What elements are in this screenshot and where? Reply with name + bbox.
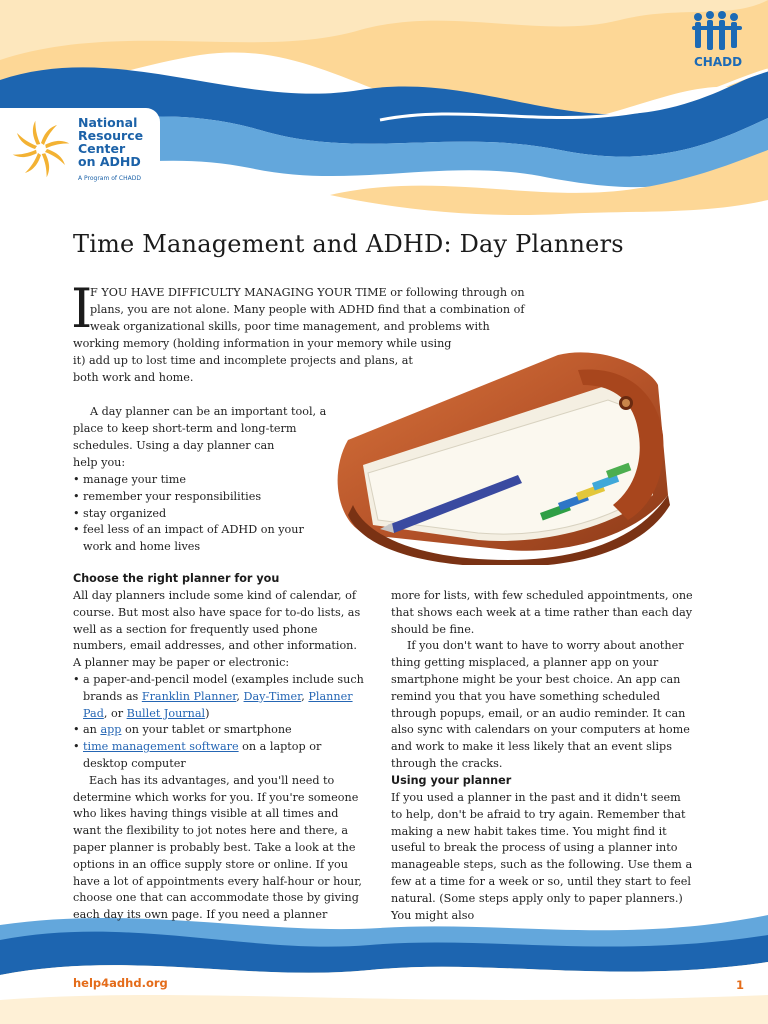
section1-para2: Each has its advantages, and you'll need to determine which works for you. If you're someone who likes having things visible at all times and want the flexibility to jot notes here and there, a paper planner is probably best. Take a look at the options in an office supply store or online. If you have a lot of appointments every half-hour or hour, choose one that can accommodate those by giving each day its own page. If you need a planner [73, 773, 362, 922]
nrc-line-4: on ADHD [78, 154, 141, 169]
list-item-software: • time management software on a laptop or desktop computer [73, 739, 365, 773]
para2-line-3: schedules. Using a day planner can [73, 439, 275, 452]
para2-line-4: help you: [73, 456, 126, 469]
sunburst-icon [10, 118, 72, 180]
link-franklin-planner[interactable]: Franklin Planner [141, 689, 237, 703]
para2-line-2: place to keep short-term and long-term [73, 422, 297, 435]
link-day-timer[interactable]: Day-Timer [243, 689, 302, 703]
right-column [391, 588, 695, 773]
list-item-paper: • a paper-and-pencil model (examples include such brands as Franklin Planner, Day-Timer, Planner Pad, or Bullet Journal) [73, 672, 365, 722]
right-para1: more for lists, with few scheduled appointments, one that shows each week at a time rather than each day should be fine. [391, 589, 693, 636]
link-planner-pad[interactable]: Planner Pad [83, 689, 353, 720]
section-heading-choose: Choose the right planner for you [73, 572, 280, 585]
right-column-lower [391, 790, 695, 924]
help-list [73, 472, 308, 556]
nrc-line-3: Center [78, 141, 126, 156]
page-title: Time Management and ADHD: Day Planners [73, 230, 624, 258]
intro-line-4: working memory (holding information in your memory while using [73, 337, 452, 350]
drop-cap: I [71, 277, 93, 340]
list-item: • feel less of an impact of ADHD on your work and home lives [73, 522, 308, 556]
bottom-wave-cream-tail [0, 995, 768, 1024]
day-planner-image [308, 345, 708, 565]
link-app[interactable]: app [100, 723, 122, 737]
nrc-logo-text [78, 116, 160, 168]
nrc-subtitle: A Program of CHADD [78, 175, 141, 182]
left-column [73, 588, 365, 924]
planner-types-list [73, 672, 365, 773]
list-item: • manage your time [73, 472, 308, 489]
para2-line-1: A day planner can be an important tool, a [90, 405, 327, 418]
section1-para1: All day planners include some kind of calendar, of course. But most also have space for to-do lists, as well as a section for frequently used phone numbers, email addresses, and other information. A planner may be paper or electronic: [73, 589, 361, 670]
intro-line-5: it) add up to lost time and incomplete projects and plans, at [73, 354, 413, 367]
nrc-line-2: Resource [78, 128, 144, 143]
intro-line-3: weak organizational skills, poor time management, and problems with [90, 320, 490, 333]
nrc-line-1: National [78, 115, 138, 130]
list-item: • stay organized [73, 506, 308, 523]
intro-line-1: F YOU HAVE DIFFICULTY MANAGING YOUR TIME or following through on [90, 286, 525, 299]
chadd-people-icon [690, 10, 746, 56]
list-item: • remember your responsibilities [73, 489, 308, 506]
page-number: 1 [736, 978, 745, 992]
intro-line-2: plans, you are not alone. Many people with ADHD find that a combination of [90, 303, 525, 316]
section-heading-using: Using your planner [391, 774, 512, 787]
right-para3: If you used a planner in the past and it didn't seem to help, don't be afraid to try again. Remember that making a new habit takes time. You might find it useful to break the process of using a planner into manageable steps, such as the following. Use them a few at a time for a week or so, until they start to feel natural. (Some steps apply only to paper planners.) You might also [391, 791, 693, 922]
list-item-app: • an app on your tablet or smartphone [73, 722, 365, 739]
intro-line-6: both work and home. [73, 371, 194, 384]
link-bullet-journal[interactable]: Bullet Journal [126, 706, 206, 720]
footer-url[interactable]: help4adhd.org [73, 976, 168, 990]
link-time-management-software[interactable]: time management software [83, 740, 239, 754]
right-para2: If you don't want to have to worry about another thing getting misplaced, a planner app on your smartphone might be your best choice. An app can remind you that you have something scheduled through popups, email, or an audio reminder. It can also sync with calendars on your computers at home and work to make it less likely that an event slips through the cracks. [391, 639, 690, 770]
chadd-logo-text: CHADD [693, 55, 743, 69]
